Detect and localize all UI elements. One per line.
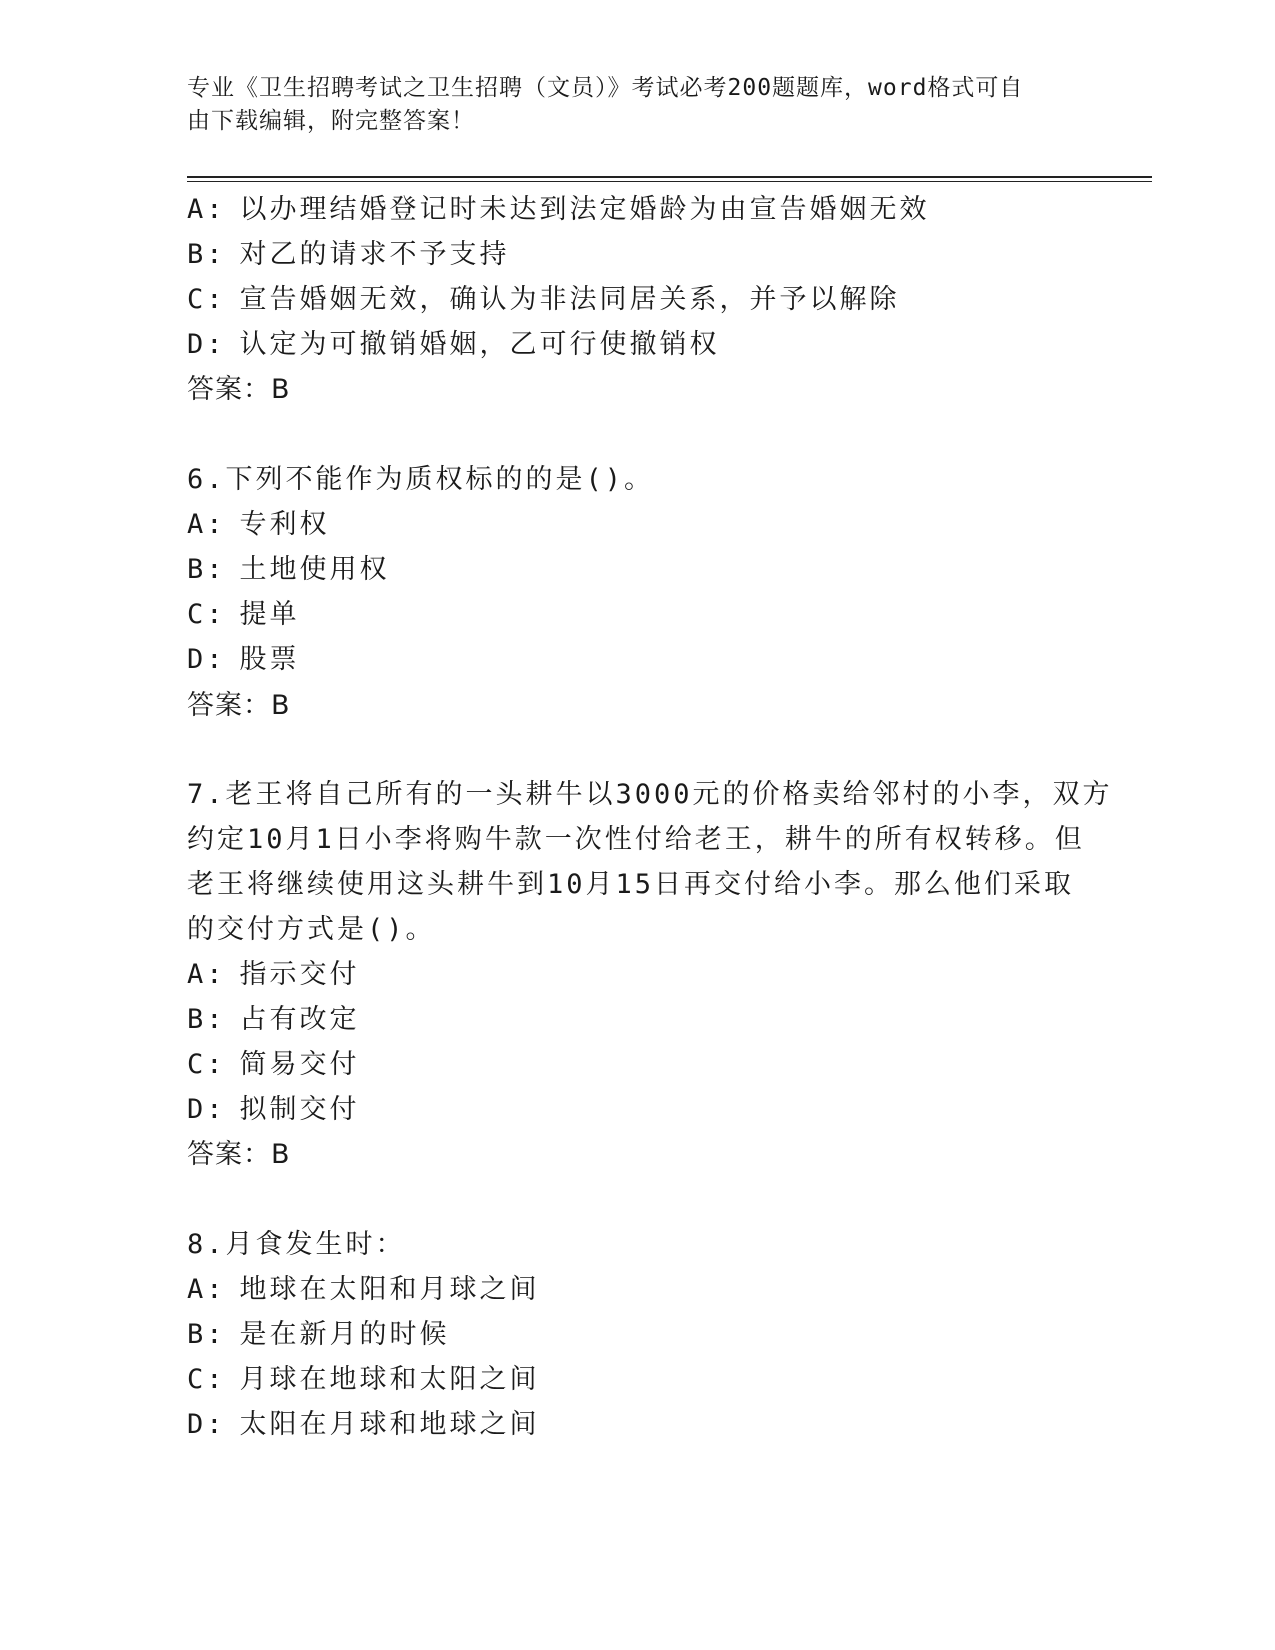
q7-option-a bbox=[187, 958, 360, 992]
option-key: A: bbox=[187, 509, 226, 540]
option-text: 地球在太阳和月球之间 bbox=[239, 1274, 540, 1305]
q7-question-line-1: 7.老王将自己所有的一头耕牛以3000元的价格卖给邻村的小李，双方 bbox=[187, 779, 1113, 810]
option-key: A: bbox=[187, 1274, 226, 1305]
option-key: A: bbox=[187, 194, 226, 225]
header-line-2: 由下载编辑，附完整答案！ bbox=[187, 108, 475, 134]
q6-option-a bbox=[187, 508, 330, 542]
option-text: 指示交付 bbox=[239, 959, 360, 990]
option-key: D: bbox=[187, 329, 226, 360]
q8-option-a bbox=[187, 1273, 540, 1307]
option-text: 是在新月的时候 bbox=[239, 1319, 450, 1350]
q8-option-b bbox=[187, 1318, 450, 1352]
q6-option-c bbox=[187, 598, 300, 632]
q8-question: 8.月食发生时： bbox=[187, 1229, 406, 1260]
option-key: D: bbox=[187, 1094, 226, 1125]
option-key: B: bbox=[187, 1319, 226, 1350]
q6-answer: 答案：B bbox=[187, 690, 291, 721]
option-text: 土地使用权 bbox=[239, 554, 390, 585]
q6-option-d bbox=[187, 643, 300, 677]
q6-question: 6.下列不能作为质权标的的是()。 bbox=[187, 464, 655, 495]
q5-option-d bbox=[187, 328, 720, 362]
document-header bbox=[187, 72, 1087, 138]
q5-option-c bbox=[187, 283, 900, 317]
option-text: 拟制交付 bbox=[239, 1094, 360, 1125]
q7-option-b bbox=[187, 1003, 360, 1037]
q5-option-b bbox=[187, 238, 510, 272]
q7-question-line-2: 约定10月1日小李将购牛款一次性付给老王，耕牛的所有权转移。但 bbox=[187, 824, 1085, 855]
q7-question-line-4: 的交付方式是()。 bbox=[187, 914, 436, 945]
option-text: 专利权 bbox=[239, 509, 330, 540]
option-key: A: bbox=[187, 959, 226, 990]
option-text: 对乙的请求不予支持 bbox=[239, 239, 510, 270]
option-key: C: bbox=[187, 599, 226, 630]
option-key: C: bbox=[187, 284, 226, 315]
option-text: 宣告婚姻无效，确认为非法同居关系，并予以解除 bbox=[239, 284, 900, 315]
q7-option-c bbox=[187, 1048, 360, 1082]
option-text: 太阳在月球和地球之间 bbox=[239, 1409, 540, 1440]
option-key: B: bbox=[187, 1004, 226, 1035]
option-key: D: bbox=[187, 1409, 226, 1440]
option-key: D: bbox=[187, 644, 226, 675]
option-text: 以办理结婚登记时未达到法定婚龄为由宣告婚姻无效 bbox=[239, 194, 930, 225]
q5-option-a bbox=[187, 193, 930, 227]
header-line-1: 专业《卫生招聘考试之卫生招聘（文员）》考试必考200题题库，word格式可自 bbox=[187, 75, 1024, 101]
q6-option-b bbox=[187, 553, 390, 587]
q8-option-d bbox=[187, 1408, 540, 1442]
option-text: 月球在地球和太阳之间 bbox=[239, 1364, 540, 1395]
option-text: 认定为可撤销婚姻，乙可行使撤销权 bbox=[239, 329, 720, 360]
header-divider-thin bbox=[187, 181, 1152, 182]
option-key: C: bbox=[187, 1364, 226, 1395]
q5-answer: 答案：B bbox=[187, 374, 291, 405]
option-key: B: bbox=[187, 239, 226, 270]
option-text: 股票 bbox=[239, 644, 300, 675]
option-text: 提单 bbox=[239, 599, 300, 630]
q7-option-d bbox=[187, 1093, 360, 1127]
q8-option-c bbox=[187, 1363, 540, 1397]
option-text: 占有改定 bbox=[239, 1004, 360, 1035]
q7-answer: 答案：B bbox=[187, 1139, 291, 1170]
q7-question-line-3: 老王将继续使用这头耕牛到10月15日再交付给小李。那么他们采取 bbox=[187, 869, 1075, 900]
option-key: C: bbox=[187, 1049, 226, 1080]
option-key: B: bbox=[187, 554, 226, 585]
option-text: 简易交付 bbox=[239, 1049, 360, 1080]
header-divider bbox=[187, 176, 1152, 178]
